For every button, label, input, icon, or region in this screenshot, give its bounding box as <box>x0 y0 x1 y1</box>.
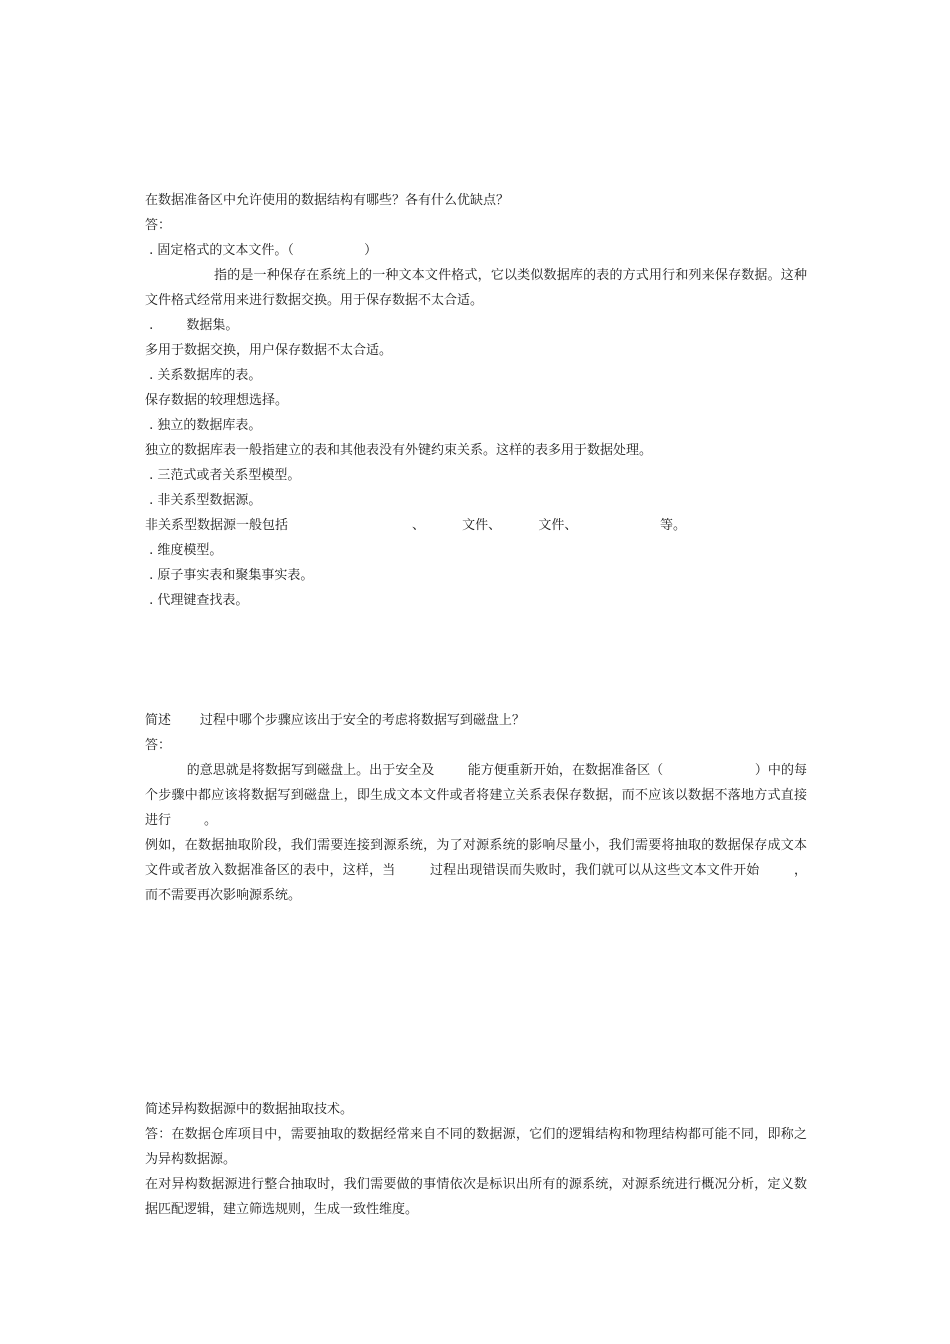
answer-paragraph: 的意思就是将数据写到磁盘上。出于安全及 能方便重新开始，在数据准备区（ ）中的每个步骤中都应该将数据写到磁盘上，即生成文本文件或者将建立关系表保存数据，而不应该以数据不落地方式直接进行 。 <box>145 763 807 828</box>
answer-paragraph: 答：在数据仓库项目中，需要抽取的数据经常来自不同的数据源，它们的逻辑结构和物理结构都可能不同，即称之为异构数据源。 <box>145 1127 807 1167</box>
question-text: 在数据准备区中允许使用的数据结构有哪些？各有什么优缺点？ <box>145 193 510 208</box>
list-item-title: . 维度模型。 <box>145 543 223 558</box>
list-item-title: . 独立的数据库表。 <box>145 418 262 433</box>
list-item-title: . 代理键查找表。 <box>145 593 249 608</box>
question-section-data-structures <box>145 188 807 613</box>
answer-label: 答： <box>145 218 172 233</box>
list-item-title: . 固定格式的文本文件。（ ） <box>145 243 378 258</box>
list-item-title: . 数据集。 <box>145 318 239 333</box>
list-item-title: . 原子事实表和聚集事实表。 <box>145 568 314 583</box>
list-item-title: . 三范式或者关系型模型。 <box>145 468 301 483</box>
list-item-description: 独立的数据库表一般指建立的表和其他表没有外键约束关系。这样的表多用于数据处理。 <box>145 443 653 458</box>
question-section-heterogeneous-sources <box>145 1097 807 1222</box>
question-section-staging <box>145 708 807 908</box>
answer-paragraph: 例如，在数据抽取阶段，我们需要连接到源系统，为了对源系统的影响尽量小，我们需要将抽取的数据保存成文本文件或者放入数据准备区的表中，这样，当 过程出现错误而失败时，我们就可以从这些文本文件开始 ，而不需要再次影响源系统。 <box>145 838 807 903</box>
list-item-description: 非关系型数据源一般包括 、 文件、 文件、 等。 <box>145 518 686 533</box>
list-item-description: 多用于数据交换，用户保存数据不太合适。 <box>145 343 393 358</box>
list-item-description: 保存数据的较理想选择。 <box>145 393 289 408</box>
list-item-description: 指的是一种保存在系统上的一种文本文件格式，它以类似数据库的表的方式用行和列来保存数据。这种文件格式经常用来进行数据交换。用于保存数据不太合适。 <box>145 268 807 308</box>
question-text: 简述 过程中哪个步骤应该出于安全的考虑将数据写到磁盘上？ <box>145 713 525 728</box>
answer-label: 答： <box>145 738 172 753</box>
list-item-title: . 非关系型数据源。 <box>145 493 262 508</box>
question-text: 简述异构数据源中的数据抽取技术。 <box>145 1102 354 1117</box>
list-item-title: . 关系数据库的表。 <box>145 368 262 383</box>
answer-paragraph: 在对异构数据源进行整合抽取时，我们需要做的事情依次是标识出所有的源系统，对源系统进行概况分析，定义数据匹配逻辑，建立筛选规则，生成一致性维度。 <box>145 1177 807 1217</box>
